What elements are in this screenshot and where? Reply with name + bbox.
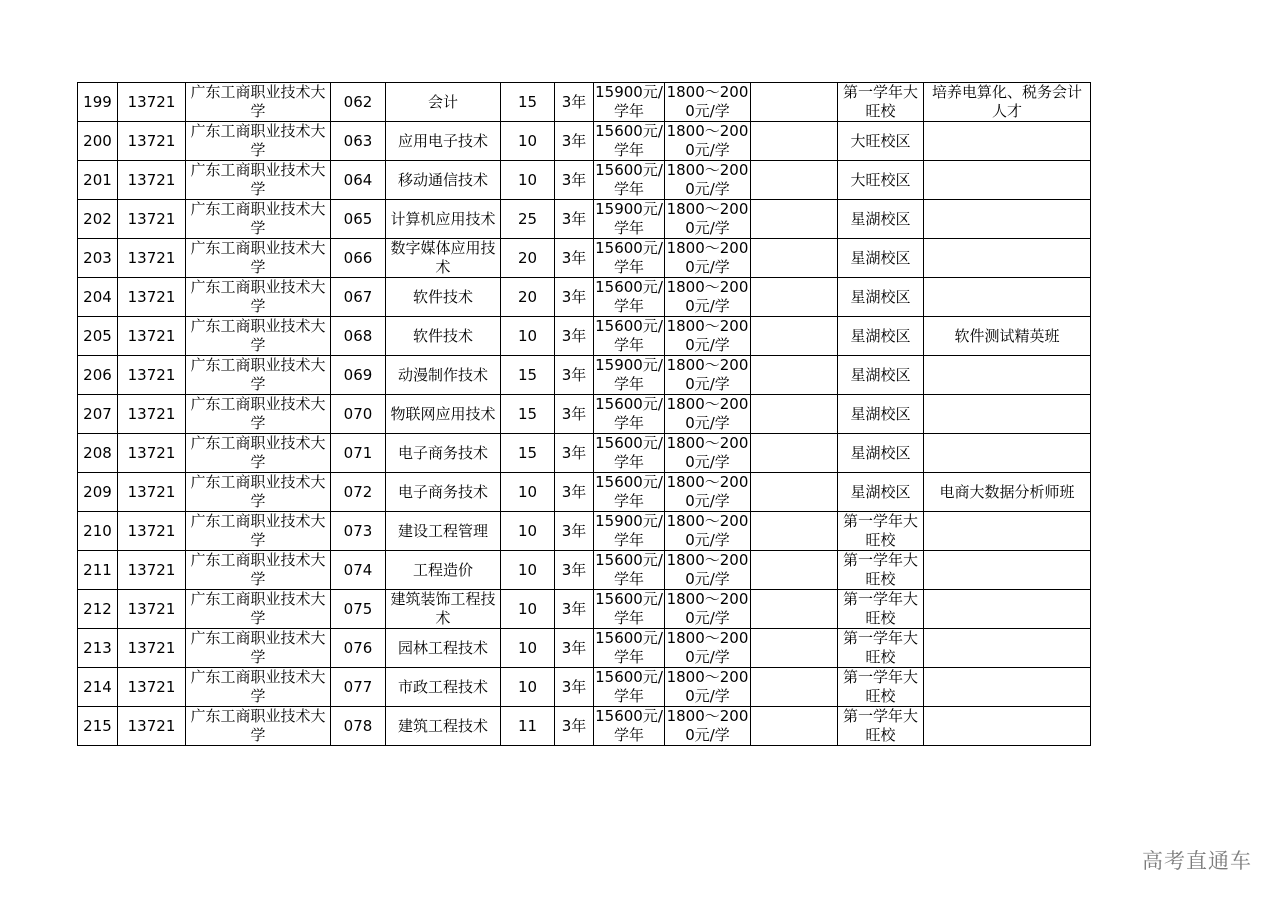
note-cell: 电商大数据分析师班	[924, 473, 1091, 512]
major-code-cell: 077	[331, 668, 386, 707]
campus-cell: 星湖校区	[838, 239, 924, 278]
duration-cell: 3年	[555, 83, 594, 122]
school-code-cell: 13721	[118, 278, 186, 317]
plan-count-cell: 15	[501, 83, 555, 122]
seq-cell: 215	[78, 707, 118, 746]
major-name-cell: 移动通信技术	[386, 161, 501, 200]
lodging-fee-cell: 1800～2000元/学	[665, 512, 751, 551]
blank-cell	[751, 434, 838, 473]
tuition-cell: 15600元/学年	[595, 278, 663, 315]
major-code-cell: 076	[331, 629, 386, 668]
seq-cell: 208	[78, 434, 118, 473]
plan-count-cell: 20	[501, 278, 555, 317]
campus-cell: 第一学年大旺校	[838, 707, 924, 746]
plan-count-cell: 10	[501, 161, 555, 200]
major-code-cell: 073	[331, 512, 386, 551]
school-code-cell: 13721	[118, 473, 186, 512]
school-name-cell: 广东工商职业技术大学	[186, 590, 331, 629]
table-row	[78, 395, 1091, 434]
plan-count-cell: 10	[501, 668, 555, 707]
campus-cell: 第一学年大旺校	[838, 629, 924, 668]
duration-cell: 3年	[555, 278, 594, 317]
table-row	[78, 434, 1091, 473]
school-name-cell: 广东工商职业技术大学	[186, 512, 331, 551]
major-code-cell: 078	[331, 707, 386, 746]
major-name-cell: 市政工程技术	[386, 668, 501, 707]
watermark-text: 高考直通车	[1142, 849, 1252, 873]
lodging-fee-cell: 1800～2000元/学	[665, 122, 751, 161]
blank-cell	[751, 629, 838, 668]
plan-count-cell: 20	[501, 239, 555, 278]
note-cell	[924, 512, 1091, 551]
tuition-cell: 15600元/学年	[595, 122, 663, 159]
duration-cell: 3年	[555, 707, 594, 746]
lodging-fee-cell: 1800～2000元/学	[665, 551, 751, 590]
table-row	[78, 200, 1091, 239]
major-code-cell: 068	[331, 317, 386, 356]
lodging-fee-cell: 1800～2000元/学	[665, 707, 751, 746]
school-code-cell: 13721	[118, 707, 186, 746]
major-code-cell: 072	[331, 473, 386, 512]
blank-cell	[751, 83, 838, 122]
table-row	[78, 239, 1091, 278]
duration-cell: 3年	[555, 434, 594, 473]
table-row	[78, 317, 1091, 356]
plan-count-cell: 10	[501, 551, 555, 590]
seq-cell: 210	[78, 512, 118, 551]
note-cell	[924, 356, 1091, 395]
major-code-cell: 062	[331, 83, 386, 122]
plan-count-cell: 10	[501, 317, 555, 356]
lodging-fee-cell: 1800～2000元/学	[665, 434, 751, 473]
seq-cell: 204	[78, 278, 118, 317]
note-cell: 培养电算化、税务会计人才	[924, 83, 1091, 122]
campus-cell: 第一学年大旺校	[838, 512, 924, 551]
major-name-cell: 建筑装饰工程技术	[386, 590, 501, 629]
campus-cell: 星湖校区	[838, 395, 924, 434]
table-row	[78, 707, 1091, 746]
tuition-cell: 15900元/学年	[595, 83, 663, 120]
table-row	[78, 629, 1091, 668]
note-cell	[924, 707, 1091, 746]
campus-cell: 星湖校区	[838, 278, 924, 317]
blank-cell	[751, 278, 838, 317]
plan-count-cell: 10	[501, 629, 555, 668]
blank-cell	[751, 590, 838, 629]
school-name-cell: 广东工商职业技术大学	[186, 317, 331, 356]
lodging-fee-cell: 1800～2000元/学	[665, 395, 751, 434]
campus-cell: 第一学年大旺校	[838, 551, 924, 590]
table-row	[78, 473, 1091, 512]
school-code-cell: 13721	[118, 200, 186, 239]
seq-cell: 205	[78, 317, 118, 356]
campus-cell: 星湖校区	[838, 200, 924, 239]
note-cell	[924, 161, 1091, 200]
note-cell	[924, 551, 1091, 590]
tuition-cell: 15600元/学年	[595, 707, 663, 744]
seq-cell: 209	[78, 473, 118, 512]
seq-cell: 211	[78, 551, 118, 590]
lodging-fee-cell: 1800～2000元/学	[665, 161, 751, 200]
seq-cell: 212	[78, 590, 118, 629]
tuition-cell: 15600元/学年	[595, 395, 663, 432]
tuition-cell: 15600元/学年	[595, 473, 663, 510]
major-code-cell: 065	[331, 200, 386, 239]
major-code-cell: 064	[331, 161, 386, 200]
school-code-cell: 13721	[118, 356, 186, 395]
lodging-fee-cell: 1800～2000元/学	[665, 278, 751, 317]
duration-cell: 3年	[555, 317, 594, 356]
major-name-cell: 会计	[386, 83, 501, 122]
school-code-cell: 13721	[118, 122, 186, 161]
major-name-cell: 动漫制作技术	[386, 356, 501, 395]
school-name-cell: 广东工商职业技术大学	[186, 551, 331, 590]
blank-cell	[751, 668, 838, 707]
major-name-cell: 电子商务技术	[386, 473, 501, 512]
note-cell	[924, 434, 1091, 473]
major-name-cell: 工程造价	[386, 551, 501, 590]
seq-cell: 202	[78, 200, 118, 239]
seq-cell: 206	[78, 356, 118, 395]
major-name-cell: 软件技术	[386, 317, 501, 356]
campus-cell: 星湖校区	[838, 356, 924, 395]
school-name-cell: 广东工商职业技术大学	[186, 395, 331, 434]
table-row	[78, 83, 1091, 122]
seq-cell: 207	[78, 395, 118, 434]
lodging-fee-cell: 1800～2000元/学	[665, 356, 751, 395]
note-cell	[924, 122, 1091, 161]
tuition-cell: 15600元/学年	[595, 161, 663, 198]
duration-cell: 3年	[555, 200, 594, 239]
school-name-cell: 广东工商职业技术大学	[186, 707, 331, 746]
school-name-cell: 广东工商职业技术大学	[186, 200, 331, 239]
major-code-cell: 070	[331, 395, 386, 434]
school-code-cell: 13721	[118, 512, 186, 551]
major-code-cell: 071	[331, 434, 386, 473]
note-cell	[924, 200, 1091, 239]
tuition-cell: 15900元/学年	[595, 512, 663, 549]
blank-cell	[751, 161, 838, 200]
plan-count-cell: 15	[501, 395, 555, 434]
duration-cell: 3年	[555, 161, 594, 200]
blank-cell	[751, 356, 838, 395]
major-name-cell: 电子商务技术	[386, 434, 501, 473]
campus-cell: 星湖校区	[838, 434, 924, 473]
school-name-cell: 广东工商职业技术大学	[186, 668, 331, 707]
tuition-cell: 15600元/学年	[595, 590, 663, 627]
tuition-cell: 15600元/学年	[595, 629, 663, 666]
campus-cell: 大旺校区	[838, 161, 924, 200]
school-name-cell: 广东工商职业技术大学	[186, 356, 331, 395]
major-name-cell: 园林工程技术	[386, 629, 501, 668]
note-cell	[924, 395, 1091, 434]
plan-count-cell: 25	[501, 200, 555, 239]
school-code-cell: 13721	[118, 395, 186, 434]
plan-count-cell: 15	[501, 434, 555, 473]
seq-cell: 201	[78, 161, 118, 200]
blank-cell	[751, 317, 838, 356]
school-name-cell: 广东工商职业技术大学	[186, 434, 331, 473]
plan-count-cell: 10	[501, 590, 555, 629]
major-name-cell: 计算机应用技术	[386, 200, 501, 239]
duration-cell: 3年	[555, 473, 594, 512]
blank-cell	[751, 200, 838, 239]
major-code-cell: 063	[331, 122, 386, 161]
lodging-fee-cell: 1800～2000元/学	[665, 590, 751, 629]
blank-cell	[751, 239, 838, 278]
table-row	[78, 668, 1091, 707]
note-cell	[924, 239, 1091, 278]
note-cell	[924, 629, 1091, 668]
blank-cell	[751, 551, 838, 590]
school-name-cell: 广东工商职业技术大学	[186, 278, 331, 317]
lodging-fee-cell: 1800～2000元/学	[665, 473, 751, 512]
table-row	[78, 161, 1091, 200]
seq-cell: 200	[78, 122, 118, 161]
major-name-cell: 数字媒体应用技术	[386, 239, 501, 278]
campus-cell: 星湖校区	[838, 317, 924, 356]
duration-cell: 3年	[555, 668, 594, 707]
note-cell: 软件测试精英班	[924, 317, 1091, 356]
campus-cell: 星湖校区	[838, 473, 924, 512]
major-code-cell: 067	[331, 278, 386, 317]
school-name-cell: 广东工商职业技术大学	[186, 83, 331, 122]
campus-cell: 大旺校区	[838, 122, 924, 161]
note-cell	[924, 668, 1091, 707]
school-code-cell: 13721	[118, 239, 186, 278]
lodging-fee-cell: 1800～2000元/学	[665, 668, 751, 707]
plan-count-cell: 10	[501, 122, 555, 161]
major-code-cell: 069	[331, 356, 386, 395]
table-row	[78, 356, 1091, 395]
school-name-cell: 广东工商职业技术大学	[186, 239, 331, 278]
school-name-cell: 广东工商职业技术大学	[186, 473, 331, 512]
seq-cell: 214	[78, 668, 118, 707]
duration-cell: 3年	[555, 239, 594, 278]
table-row	[78, 278, 1091, 317]
table-row	[78, 551, 1091, 590]
enrollment-table	[77, 82, 1091, 746]
major-name-cell: 建设工程管理	[386, 512, 501, 551]
campus-cell: 第一学年大旺校	[838, 83, 924, 122]
plan-count-cell: 10	[501, 512, 555, 551]
lodging-fee-cell: 1800～2000元/学	[665, 629, 751, 668]
campus-cell: 第一学年大旺校	[838, 590, 924, 629]
table-row	[78, 512, 1091, 551]
major-code-cell: 066	[331, 239, 386, 278]
duration-cell: 3年	[555, 122, 594, 161]
tuition-cell: 15600元/学年	[595, 434, 663, 471]
school-code-cell: 13721	[118, 434, 186, 473]
plan-count-cell: 10	[501, 473, 555, 512]
seq-cell: 213	[78, 629, 118, 668]
lodging-fee-cell: 1800～2000元/学	[665, 239, 751, 278]
blank-cell	[751, 122, 838, 161]
tuition-cell: 15600元/学年	[595, 551, 663, 588]
blank-cell	[751, 395, 838, 434]
tuition-cell: 15600元/学年	[595, 239, 663, 276]
duration-cell: 3年	[555, 551, 594, 590]
major-code-cell: 074	[331, 551, 386, 590]
blank-cell	[751, 512, 838, 551]
school-code-cell: 13721	[118, 551, 186, 590]
note-cell	[924, 278, 1091, 317]
major-name-cell: 物联网应用技术	[386, 395, 501, 434]
duration-cell: 3年	[555, 590, 594, 629]
school-name-cell: 广东工商职业技术大学	[186, 161, 331, 200]
major-code-cell: 075	[331, 590, 386, 629]
tuition-cell: 15600元/学年	[595, 668, 663, 705]
school-name-cell: 广东工商职业技术大学	[186, 122, 331, 161]
school-code-cell: 13721	[118, 317, 186, 356]
tuition-cell: 15600元/学年	[595, 317, 663, 354]
lodging-fee-cell: 1800～2000元/学	[665, 200, 751, 239]
plan-count-cell: 11	[501, 707, 555, 746]
campus-cell: 第一学年大旺校	[838, 668, 924, 707]
duration-cell: 3年	[555, 395, 594, 434]
duration-cell: 3年	[555, 356, 594, 395]
school-code-cell: 13721	[118, 629, 186, 668]
lodging-fee-cell: 1800～2000元/学	[665, 83, 751, 122]
tuition-cell: 15900元/学年	[595, 200, 663, 237]
blank-cell	[751, 473, 838, 512]
lodging-fee-cell: 1800～2000元/学	[665, 317, 751, 356]
duration-cell: 3年	[555, 512, 594, 551]
table-row	[78, 122, 1091, 161]
school-code-cell: 13721	[118, 161, 186, 200]
plan-count-cell: 15	[501, 356, 555, 395]
major-name-cell: 建筑工程技术	[386, 707, 501, 746]
seq-cell: 199	[78, 83, 118, 122]
major-name-cell: 应用电子技术	[386, 122, 501, 161]
major-name-cell: 软件技术	[386, 278, 501, 317]
seq-cell: 203	[78, 239, 118, 278]
school-code-cell: 13721	[118, 83, 186, 122]
table-body	[78, 83, 1091, 746]
school-code-cell: 13721	[118, 668, 186, 707]
school-code-cell: 13721	[118, 590, 186, 629]
blank-cell	[751, 707, 838, 746]
school-name-cell: 广东工商职业技术大学	[186, 629, 331, 668]
duration-cell: 3年	[555, 629, 594, 668]
note-cell	[924, 590, 1091, 629]
table-row	[78, 590, 1091, 629]
tuition-cell: 15900元/学年	[595, 356, 663, 393]
